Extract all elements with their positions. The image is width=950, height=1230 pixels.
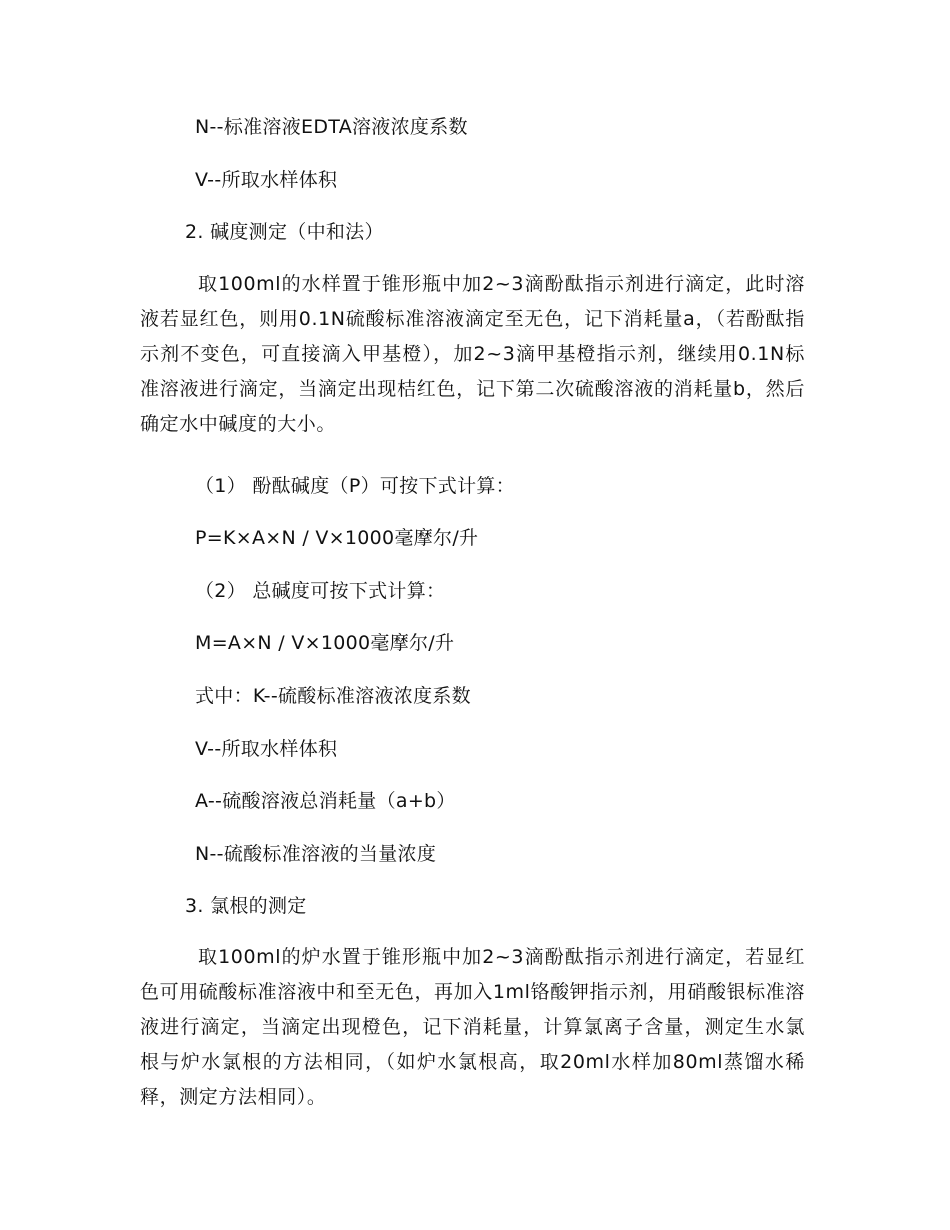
def-n-edta: N--标准溶液EDTA溶液浓度系数 (195, 116, 468, 138)
section-heading-chloride: 3. 氯根的测定 (185, 895, 307, 917)
formula-m: M=A×N / V×1000毫摩尔/升 (195, 632, 455, 654)
def-n: N--硫酸标准溶液的当量浓度 (195, 843, 437, 865)
section-heading-alkalinity: 2. 碱度测定（中和法） (185, 221, 384, 243)
def-v-sample: V--所取水样体积 (195, 169, 338, 191)
def-k: 式中：K--硫酸标准溶液浓度系数 (195, 685, 471, 707)
total-alkalinity-heading: （2） 总碱度可按下式计算： (195, 580, 446, 602)
def-a: A--硫酸溶液总消耗量（a+b） (195, 790, 456, 812)
formula-p: P=K×A×N / V×1000毫摩尔/升 (195, 527, 479, 549)
alkalinity-procedure-paragraph: 取100ml的水样置于锥形瓶中加2~3滴酚酞指示剂进行滴定，此时溶液若显红色，则用0.1N硫酸标准溶液滴定至无色，记下消耗量a，（若酚酞指示剂不变色，可直接滴入甲基橙），加2~3滴甲基橙指示剂，继续用0.1N标准溶液进行滴定，当滴定出现桔红色，记下第二次硫酸溶液的消耗量b，然后确定水中碱度的大小。 (140, 273, 805, 435)
phenolphthalein-alkalinity-heading: （1） 酚酞碱度（P）可按下式计算： (195, 475, 515, 497)
chloride-procedure-paragraph: 取100ml的炉水置于锥形瓶中加2~3滴酚酞指示剂进行滴定，若显红色可用硫酸标准溶液中和至无色，再加入1ml铬酸钾指示剂，用硝酸银标准溶液进行滴定，当滴定出现橙色，记下消耗量，计算氯离子含量，测定生水氯根与炉水氯根的方法相同，（如炉水氯根高，取20ml水样加80ml蒸馏水稀释，测定方法相同）。 (140, 946, 805, 1108)
def-v: V--所取水样体积 (195, 738, 338, 760)
